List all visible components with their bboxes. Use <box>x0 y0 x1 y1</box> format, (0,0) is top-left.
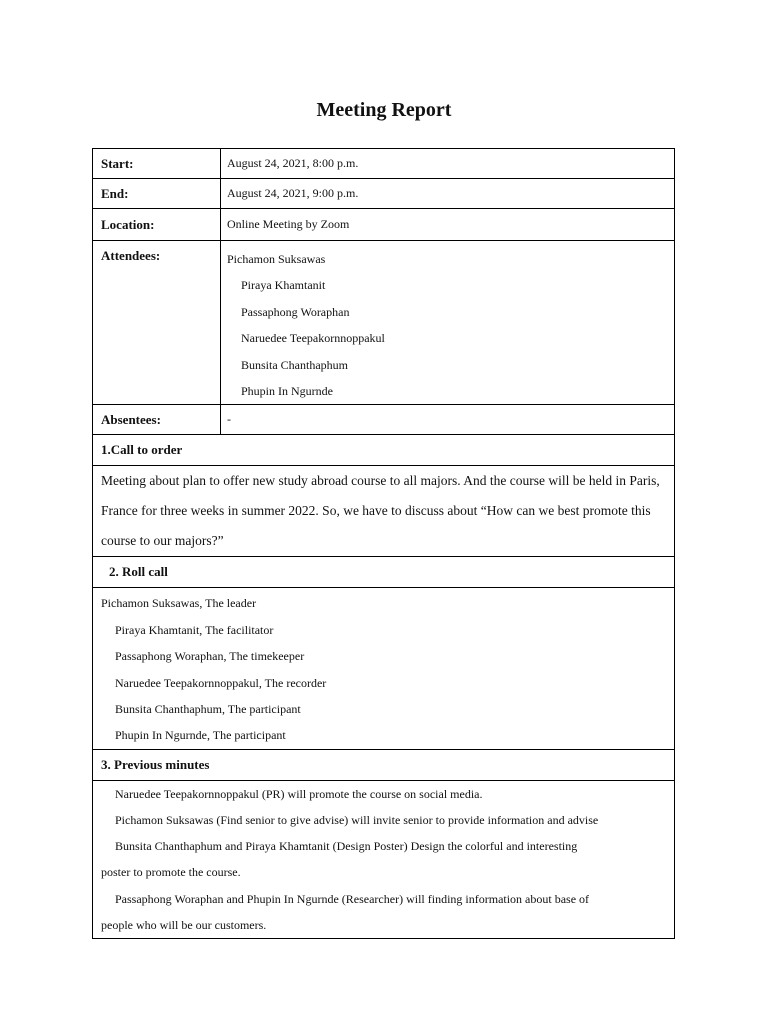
end-value: August 24, 2021, 9:00 p.m. <box>221 179 675 209</box>
roll-call-item: Naruedee Teepakornnoppakul, The recorder <box>115 675 327 690</box>
call-to-order-heading: 1.Call to order <box>93 435 675 466</box>
roll-call-item: Passaphong Woraphan, The timekeeper <box>115 649 305 664</box>
end-label: End: <box>93 179 221 209</box>
previous-minutes-line: Passaphong Woraphan and Phupin In Ngurnde (Researcher) will finding information about base of <box>115 891 590 906</box>
previous-minutes-line: poster to promote the course. <box>101 865 241 880</box>
attendees-list <box>221 241 675 405</box>
page-title: Meeting Report <box>316 99 452 121</box>
previous-minutes-list <box>93 780 675 938</box>
roll-call-item: Bunsita Chanthaphum, The participant <box>115 701 301 716</box>
previous-minutes-line: Naruedee Teepakornnoppakul (PR) will promote the course on social media. <box>115 786 483 801</box>
roll-call-body-row <box>93 588 675 749</box>
call-to-order-body: Meeting about plan to offer new study abroad course to all majors. And the course will be held in Paris, France for three weeks in summer 2022. So, we have to discuss about “How can we best promote this course to our majors?” <box>93 466 675 557</box>
previous-minutes-line: people who will be our customers. <box>101 917 267 932</box>
attendees-label: Attendees: <box>93 241 221 405</box>
attendee-item: Bunsita Chanthaphum <box>241 357 348 372</box>
roll-call-heading-row <box>93 557 675 588</box>
start-value: August 24, 2021, 8:00 p.m. <box>221 149 675 179</box>
previous-minutes-line: Bunsita Chanthaphum and Piraya Khamtanit (Design Poster) Design the colorful and interesting <box>115 839 578 854</box>
attendee-item: Passaphong Woraphan <box>241 304 350 319</box>
end-row <box>93 179 675 209</box>
previous-minutes-heading-row <box>93 749 675 780</box>
attendee-item: Piraya Khamtanit <box>241 278 326 293</box>
previous-minutes-line: Pichamon Suksawas (Find senior to give advise) will invite senior to provide information and advise <box>115 812 599 827</box>
location-row <box>93 209 675 241</box>
start-row <box>93 149 675 179</box>
call-to-order-heading-row <box>93 435 675 466</box>
start-label: Start: <box>93 149 221 179</box>
roll-call-item: Phupin In Ngurnde, The participant <box>115 728 286 743</box>
location-value: Online Meeting by Zoom <box>221 209 675 241</box>
roll-call-list <box>93 588 675 749</box>
attendee-item: Phupin In Ngurnde <box>241 383 333 398</box>
roll-call-heading: 2. Roll call <box>93 557 675 588</box>
roll-call-item: Pichamon Suksawas, The leader <box>101 596 257 611</box>
previous-minutes-heading: 3. Previous minutes <box>93 749 675 780</box>
attendee-item: Naruedee Teepakornnoppakul <box>241 331 385 346</box>
location-label: Location: <box>93 209 221 241</box>
attendee-item: Pichamon Suksawas <box>227 252 326 266</box>
absentees-row <box>93 405 675 435</box>
absentees-value: - <box>221 405 675 435</box>
roll-call-item: Piraya Khamtanit, The facilitator <box>115 622 274 637</box>
meeting-report-table <box>92 148 675 939</box>
absentees-label: Absentees: <box>93 405 221 435</box>
call-to-order-body-row <box>93 466 675 557</box>
attendees-row <box>93 241 675 405</box>
previous-minutes-body-row <box>93 780 675 938</box>
